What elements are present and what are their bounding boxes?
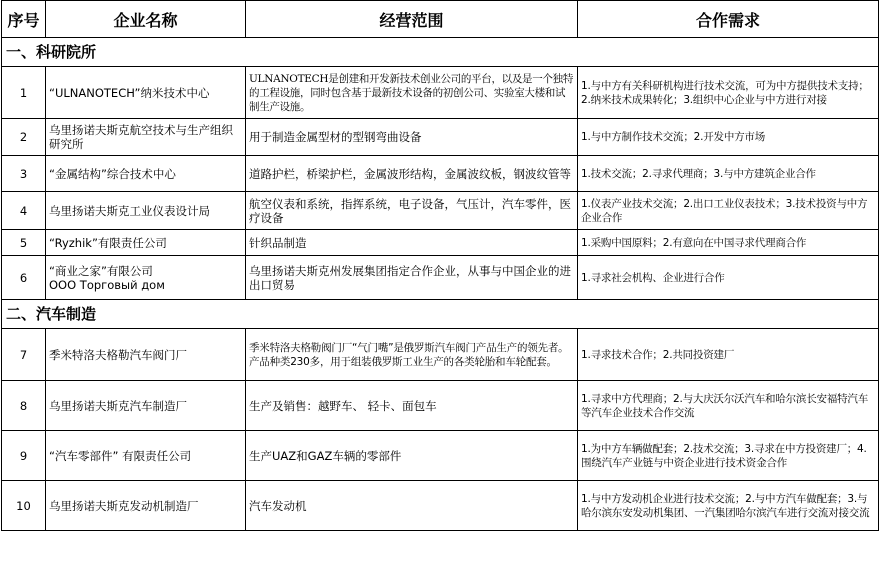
section-title: 二、汽车制造: [2, 300, 879, 329]
company-name: 季米特洛夫格勒汽车阀门厂: [46, 329, 246, 381]
company-name: “ULNANOTECH”纳米技术中心: [46, 67, 246, 119]
header-needs: 合作需求: [578, 1, 879, 38]
header-row: [2, 1, 879, 38]
table-row: [2, 329, 879, 381]
cooperation-needs: 1.与中方发动机企业进行技术交流；2.与中方汽车做配套；3.与哈尔滨东安发动机集团、一汽集团哈尔滨汽车进行交流对接交流: [578, 481, 879, 531]
header-index: 序号: [2, 1, 46, 38]
cooperation-needs: 1.寻求技术合作；2.共同投资建厂: [578, 329, 879, 381]
table-row: [2, 192, 879, 230]
company-name: 乌里扬诺夫斯克航空技术与生产组织研究所: [46, 119, 246, 156]
business-scope: ULNANOTECH是创建和开发新技术创业公司的平台，以及是一个独特的工程设施，同时包含基于最新技术设备的初创公司、实验室大楼和试制生产设施。: [246, 67, 578, 119]
table-row: [2, 230, 879, 256]
cooperation-table: [1, 0, 879, 531]
business-scope: 航空仪表和系统，指挥系统，电子设备，气压计，汽车零件，医疗设备: [246, 192, 578, 230]
company-name: 乌里扬诺夫斯克工业仪表设计局: [46, 192, 246, 230]
row-index: 10: [2, 481, 46, 531]
cooperation-needs: 1.采购中国原料；2.有意向在中国寻求代理商合作: [578, 230, 879, 256]
row-index: 7: [2, 329, 46, 381]
table-row: [2, 67, 879, 119]
table-row: [2, 156, 879, 192]
company-name: “商业之家”有限公司: [49, 263, 153, 278]
cooperation-needs: 1.寻求中方代理商；2.与大庆沃尔沃汽车和哈尔滨长安福特汽车等汽车企业技术合作交流: [578, 381, 879, 431]
header-scope: 经营范围: [246, 1, 578, 38]
section-title: 一、科研院所: [2, 38, 879, 67]
table-row: [2, 381, 879, 431]
company-name: “金属结构”综合技术中心: [46, 156, 246, 192]
cooperation-needs: 1.与中方有关科研机构进行技术交流，可为中方提供技术支持；2.纳米技术成果转化；3.组织中心企业与中方进行对接: [578, 67, 879, 119]
section-row: [2, 38, 879, 67]
row-index: 3: [2, 156, 46, 192]
table-row: [2, 431, 879, 481]
business-scope: 生产UAZ和GAZ车辆的零部件: [246, 431, 578, 481]
table-row: [2, 481, 879, 531]
cooperation-needs: 1.与中方制作技术交流；2.开发中方市场: [578, 119, 879, 156]
business-scope: 道路护栏，桥梁护栏，金属波形结构，金属波纹板，钢波纹管等: [246, 156, 578, 192]
section-row: [2, 300, 879, 329]
business-scope: 季米特洛夫格勒阀门厂“气门嘴”是俄罗斯汽车阀门产品生产的领先者。产品种类230多，用于组装俄罗斯工业生产的各类轮胎和车轮配套。: [246, 329, 578, 381]
company-name: “汽车零部件” 有限责任公司: [46, 431, 246, 481]
header-name: 企业名称: [46, 1, 246, 38]
cooperation-needs: 1.技术交流；2.寻求代理商；3.与中方建筑企业合作: [578, 156, 879, 192]
cooperation-needs: 1.仪表产业技术交流；2.出口工业仪表技术；3.技术投资与中方企业合作: [578, 192, 879, 230]
row-index: 8: [2, 381, 46, 431]
table-row: [2, 119, 879, 156]
company-name: 乌里扬诺夫斯克汽车制造厂: [46, 381, 246, 431]
company-name-cell: [46, 256, 246, 300]
row-index: 5: [2, 230, 46, 256]
row-index: 1: [2, 67, 46, 119]
business-scope: 用于制造金属型材的型钢弯曲设备: [246, 119, 578, 156]
cooperation-needs: 1.寻求社会机构、企业进行合作: [578, 256, 879, 300]
business-scope: 针织品制造: [246, 230, 578, 256]
cooperation-needs: 1.为中方车辆做配套；2.技术交流；3.寻求在中方投资建厂；4.围绕汽车产业链与中资企业进行技术资金合作: [578, 431, 879, 481]
business-scope: 生产及销售：越野车、 轻卡、面包车: [246, 381, 578, 431]
company-name: “Ryzhik”有限责任公司: [46, 230, 246, 256]
row-index: 9: [2, 431, 46, 481]
business-scope: 乌里扬诺夫斯克州发展集团指定合作企业，从事与中国企业的进出口贸易: [246, 256, 578, 300]
table-row: [2, 256, 879, 300]
company-name-russian: ООО Торговый дом: [49, 277, 165, 292]
row-index: 6: [2, 256, 46, 300]
row-index: 4: [2, 192, 46, 230]
row-index: 2: [2, 119, 46, 156]
business-scope: 汽车发动机: [246, 481, 578, 531]
company-name: 乌里扬诺夫斯克发动机制造厂: [46, 481, 246, 531]
